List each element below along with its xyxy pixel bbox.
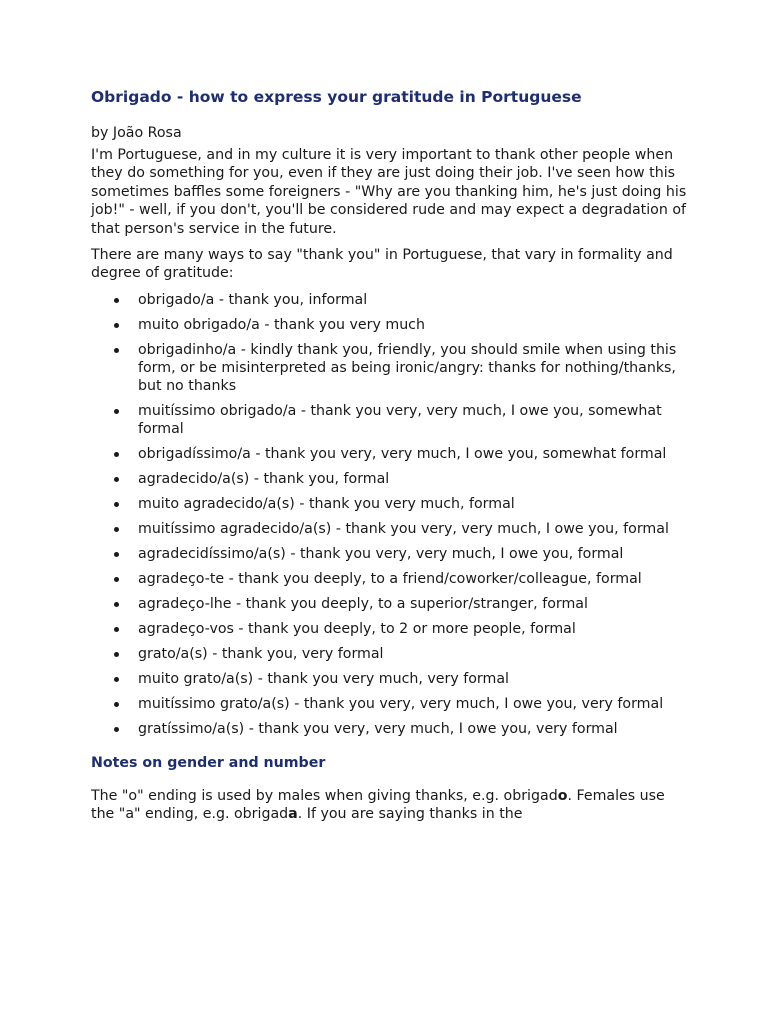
article-title: Obrigado - how to express your gratitude in Portuguese bbox=[91, 88, 582, 106]
list-item bbox=[91, 645, 691, 663]
notes-heading: Notes on gender and number bbox=[91, 754, 326, 771]
list-item bbox=[91, 402, 691, 438]
list-item bbox=[91, 570, 691, 588]
bullet-icon bbox=[114, 702, 119, 707]
bullet-icon bbox=[114, 323, 119, 328]
list-item bbox=[91, 445, 691, 463]
list-item bbox=[91, 620, 691, 638]
list-item-text: obrigadíssimo/a - thank you very, very much, I owe you, somewhat formal bbox=[138, 445, 667, 462]
list-item-text: agradeço-lhe - thank you deeply, to a superior/stranger, formal bbox=[138, 595, 588, 612]
list-item-text: muitíssimo agradecido/a(s) - thank you very, very much, I owe you, formal bbox=[138, 520, 669, 537]
list-item bbox=[91, 545, 691, 563]
thanks-list bbox=[91, 291, 691, 738]
list-item-text: agradeço-vos - thank you deeply, to 2 or more people, formal bbox=[138, 620, 576, 637]
byline: by João Rosa bbox=[91, 125, 182, 141]
bullet-icon bbox=[114, 502, 119, 507]
bullet-icon bbox=[114, 348, 119, 353]
bullet-icon bbox=[114, 409, 119, 414]
bullet-icon bbox=[114, 477, 119, 482]
bullet-icon bbox=[114, 527, 119, 532]
list-item bbox=[91, 470, 691, 488]
list-item-text: agradecidíssimo/a(s) - thank you very, very much, I owe you, formal bbox=[138, 545, 624, 562]
list-item-text: grato/a(s) - thank you, very formal bbox=[138, 645, 384, 662]
notes-text-3: . If you are saying thanks in the bbox=[297, 806, 523, 823]
list-item bbox=[91, 595, 691, 613]
list-item-text: muitíssimo grato/a(s) - thank you very, very much, I owe you, very formal bbox=[138, 695, 664, 712]
list-item bbox=[91, 720, 691, 738]
list-item bbox=[91, 316, 691, 334]
article bbox=[91, 87, 691, 824]
bullet-icon bbox=[114, 627, 119, 632]
notes-paragraph bbox=[91, 787, 691, 824]
bullet-icon bbox=[114, 727, 119, 732]
bullet-icon bbox=[114, 577, 119, 582]
bullet-icon bbox=[114, 602, 119, 607]
list-item-text: agradecido/a(s) - thank you, formal bbox=[138, 470, 390, 487]
notes-text-2: . Females use the "a" ending, e.g. obrigad bbox=[91, 787, 665, 823]
list-item bbox=[91, 520, 691, 538]
list-item-text: obrigadinho/a - kindly thank you, friendly, you should smile when using this form, or be misinterpreted as being ironic/angry: thanks for nothing/thanks, but no thanks bbox=[138, 341, 677, 394]
list-intro-paragraph: There are many ways to say "thank you" in Portuguese, that vary in formality and degree of gratitude: bbox=[91, 247, 673, 282]
list-item-text: muito agradecido/a(s) - thank you very much, formal bbox=[138, 495, 515, 512]
list-item-text: gratíssimo/a(s) - thank you very, very much, I owe you, very formal bbox=[138, 720, 618, 737]
bullet-icon bbox=[114, 677, 119, 682]
list-item-text: muito grato/a(s) - thank you very much, very formal bbox=[138, 670, 509, 687]
list-item bbox=[91, 670, 691, 688]
notes-bold-ending-a: a bbox=[288, 806, 298, 823]
list-item-text: agradeço-te - thank you deeply, to a friend/coworker/colleague, formal bbox=[138, 570, 642, 587]
bullet-icon bbox=[114, 552, 119, 557]
bullet-icon bbox=[114, 652, 119, 657]
bullet-icon bbox=[114, 452, 119, 457]
notes-bold-ending-o: o bbox=[557, 787, 568, 804]
list-item bbox=[91, 495, 691, 513]
list-item bbox=[91, 341, 691, 395]
intro-paragraph: I'm Portuguese, and in my culture it is very important to thank other people when they do something for you, even if they are just doing their job. I've seen how this sometimes baffles some foreigners - "Why are you thanking him, he's just doing his job!" - well, if you don't, you'll be considered rude and may expect a degradation of that person's service in the future. bbox=[91, 147, 687, 237]
list-item-text: muito obrigado/a - thank you very much bbox=[138, 316, 425, 333]
list-item bbox=[91, 291, 691, 309]
list-item-text: obrigado/a - thank you, informal bbox=[138, 291, 368, 308]
notes-text-1: The "o" ending is used by males when giving thanks, e.g. obrigad bbox=[91, 787, 558, 804]
list-item-text: muitíssimo obrigado/a - thank you very, very much, I owe you, somewhat formal bbox=[138, 402, 662, 437]
bullet-icon bbox=[114, 298, 119, 303]
list-item bbox=[91, 695, 691, 713]
